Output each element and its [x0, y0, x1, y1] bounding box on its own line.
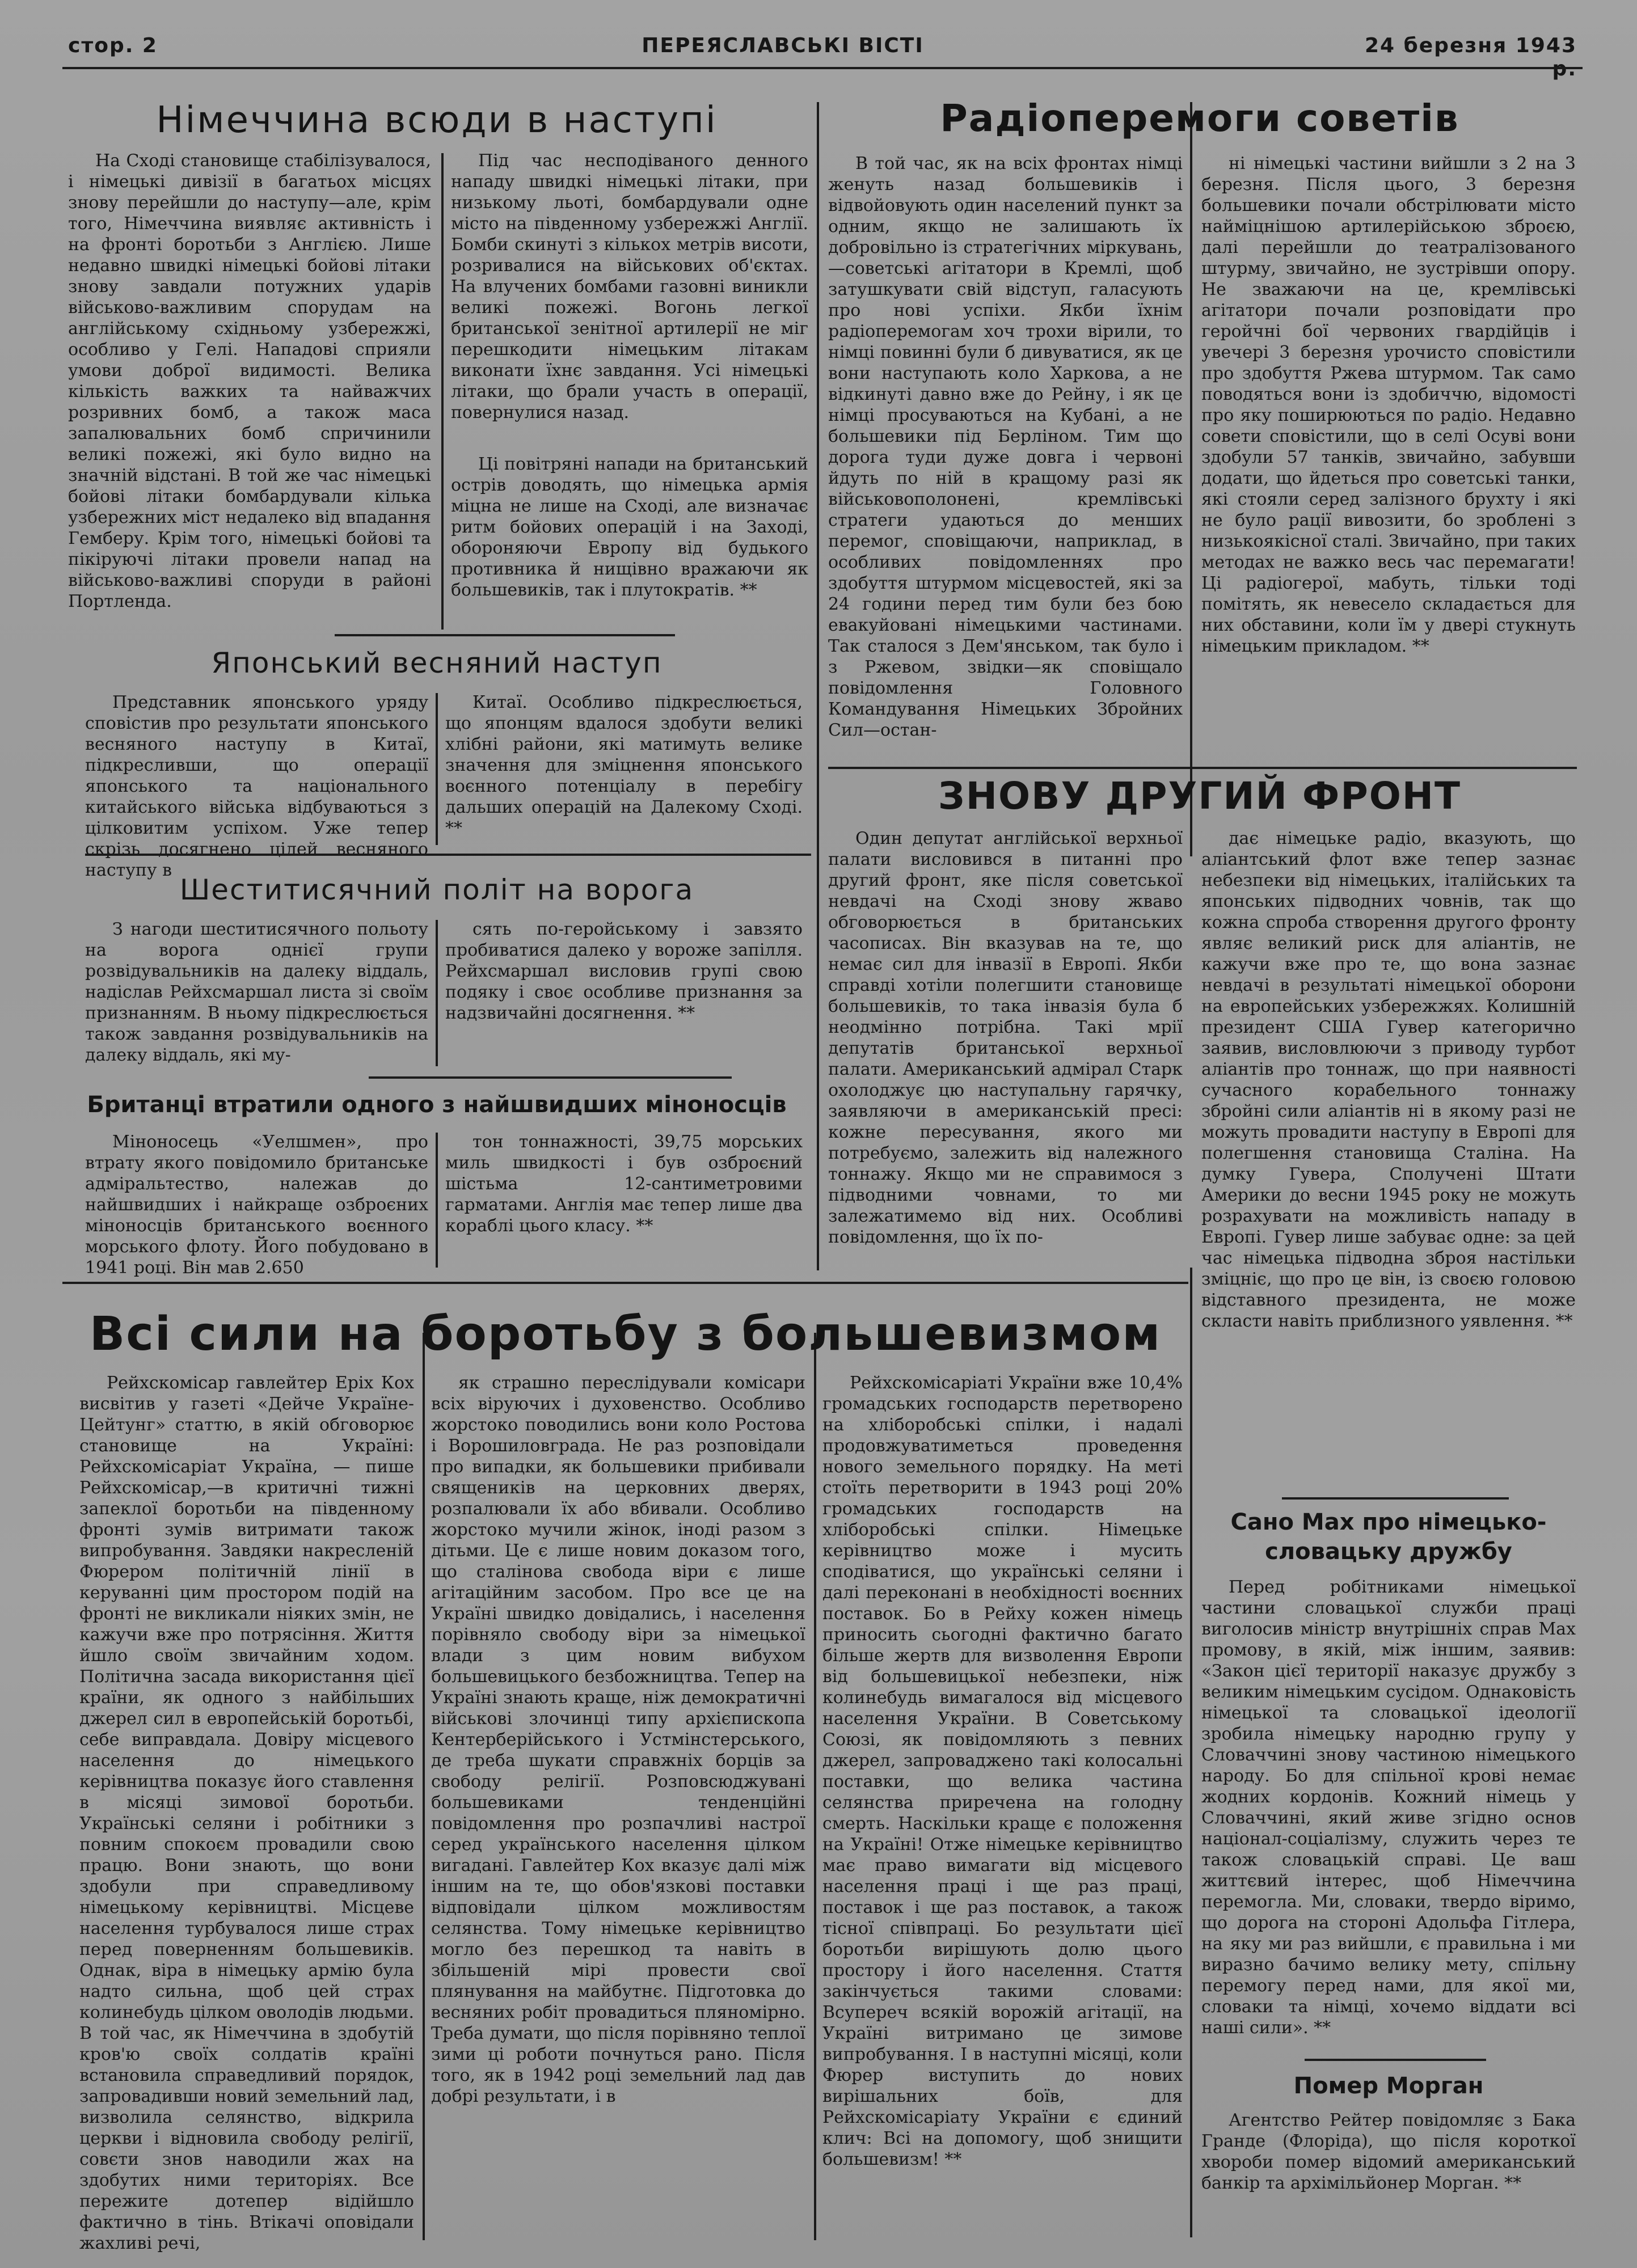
column-rule [814, 1333, 816, 2240]
article-column [822, 1372, 1183, 2240]
article-column [85, 919, 428, 1066]
column-rule [436, 1133, 438, 1268]
article-column [1201, 2110, 1576, 2240]
article-paragraph: Ці повітряні напади на британський острів доводять, що німецька армія міцна не лише на Сході, але визначає ритм бойових операцій і на Заході, обороняючи Европу від будького противника й нищівно вражаючи як большевиків, так і плутократів. ** [451, 454, 808, 600]
article-title: Радіоперемоги советів [940, 96, 1459, 140]
article-title: Всі сили на боротьбу з большевизмом [89, 1307, 1162, 1361]
divider [85, 854, 811, 856]
article-column [1201, 153, 1576, 751]
article-paragraph: На Сході становище стабілізувалося, і німецькі дивізії в багатьох місцях знову перейшли до наступу—але, крім того, Німеччина виявляє активність і на фронті боротьби з Англією. Лише недавно швидкі німецькі бойові літаки знову завдали потужних ударів військово-важливим спорудам на англійському східньому узбережжі, особливо у Гелі. Нападові сприяли умови доброї видимості. Велика кількість важких та найважчих розривних бомб, а також маса запалювальних бомб спричинили великі пожежі, які було видно на значній відстані. В той же час німецькі бойові літаки бомбардували кілька узбережних міст недалеко від впадання Гемберу. Крім того, німецькі бойові та пікіруючі літаки провели напад на військово-важливі споруди в районі Портленда. [68, 151, 431, 611]
article-title: Німеччина всюди в наступі [156, 99, 718, 141]
article-paragraph: В той час, як на всіх фронтах німці женуть назад большевиків і відвойовують один населений пункт за одним, якщо не залишають їх добровільно із стратегічних міркувань,—советські агітатори в Кремлі, щоб затушкувати свій відступ, галасують про нові успіхи. Якби їхнім радіоперемогам хоч трохи вірили, то німці повинні були б дивуватися, як це вони наступають коло Харкова, а не відкинуті давно вже до Рейну, і як це німці просуваються на Кубані, а не большевики під Берліном. Тим що дорога туди дуже довга і червоні йдуть по ній в кращому разі як військовополонені, кремлівські стратеги удаються до менших перемог, сповіщаючи, наприклад, в особливих повідомленнях про здобуття штурмом місцевостей, які за 24 години перед тим були без бою евакуйовані німецькими частинами. Так сталося з Дем'янськом, так було і з Ржевом, звідки—як сповіщало повідомлення Головного Командування Німецьких Збройних Сил—остан- [828, 154, 1183, 740]
article-column [445, 692, 803, 845]
article-column [85, 1131, 428, 1278]
page-number: стор. 2 [68, 34, 158, 57]
article-column [1201, 828, 1576, 1497]
column-rule [1190, 1268, 1192, 2237]
article-paragraph: Рейхскомісаріаті України вже 10,4% громадських господарств перетворено на хліборобські спілки, і надалі продовжуватиметься проведення нового земельного порядку. На меті стоїть перетворити в 1943 році 20% громадських господарств на хліборобські спілки. Німецьке керівництво може і мусить сподіватися, що українські селяни і далі переконані в необхідності воєнних поставок. Бо в Рейху кожен німець приносить сьогодні фактично багато більше жертв для визволення Европи від большевицької небезпеки, ніж колинебудь вимагалося від місцевого населення України. В Советському Союзі, як повідомляють з певних джерел, запроваджено такі колосальні поставки, що велика частина селянства приречена на голодну смерть. Наскільки краще є положення на Україні! Отже німецьке керівництво має право вимагати від місцевого населення праці і ще раз праці, поставок і ще раз поставок, а також тісної співпраці. Бо результати цієї боротьби вирішують долю цього простору і його населення. Стаття закінчується такими словами: Всупереч всякій ворожій агітації, на Україні витримано це зимове випробування. І в наступні місяці, коли Фюрер виступить до нових вирішальних боїв, для Рейхскомісаріату України є єдиний клич: Всі на допомогу, щоб знищити большевизм! ** [822, 1373, 1183, 2169]
article-paragraph: Китаї. Особливо підкреслюється, що японцям вдалося здобути великі хлібні райони, які матимуть велике значення для зміцнення японського воєнного потенціалу в перебігу дальших операцій на Далекому Сході. ** [445, 692, 803, 838]
article-title: ЗНОВУ ДРУГИЙ ФРОНТ [938, 774, 1462, 818]
article-paragraph: Агентство Рейтер повідомляє з Бака Гранде (Флоріда), що після короткої хвороби помер відомий американський банкір та архімільйонер Морган. ** [1201, 2110, 1576, 2193]
column-rule [423, 1333, 425, 2240]
article-title: Помер Морган [1293, 2073, 1484, 2099]
issue-date: 24 березня 1943 р. [1364, 34, 1577, 81]
column-rule [441, 153, 444, 630]
article-title: Британці втратили одного з найшвидших міноносців [87, 1092, 787, 1118]
column-rule [1190, 102, 1192, 856]
article-column [79, 1372, 414, 2253]
article-paragraph: ні німецькі частини вийшли з 2 на 3 березня. Після цього, 3 березня большевики почали обстрілювати місто найміцнішою артилерійською зброєю, далі перейшли до театралізованого штурму, звичайно, не зустрівши опору. Не зважаючи на це, кремлівські агітатори почали розповідати про геройчні бої червоних гвардійців і увечері 3 березня урочисто сповістили про здобуття Ржева штурмом. Так само поводяться вони із здобиччю, відомості про яку поширюються по радіо. Недавно совети сповістили, що в селі Осуві вони здобули 57 танків, звичайно, забувши додати, що йдеться про советські танки, які стояли серед залізного брухту і які не було рації вивозити, бо зроблені з низькоякісної сталі. Звичайно, при таких методах не важко весь час перемагати! Ці радіогерої, мабуть, тільки тоді помітять, як невесело складається для них обставини, коли їм у двері стукнуть німецьким прикладом. ** [1201, 154, 1576, 656]
article-column [68, 150, 431, 627]
newspaper-title: ПЕРЕЯСЛАВСЬКІ ВІСТІ [642, 34, 924, 57]
divider [1282, 1497, 1509, 1500]
article-column [431, 1372, 805, 2240]
article-column [451, 150, 808, 451]
article-column [1201, 1577, 1576, 2047]
article-paragraph: Рейхскомісар гавлейтер Еріх Кох висвітив у газеті «Дейче Україне-Цейтунг» статтю, в якій обговорює становище на Україні: Рейхскомісаріат Україна, — пише Рейхскомісар,—в критичні тижні запеклої боротьби на південному фронті зумів витримати також випробування. Завдяки накресленій Фюрером політичній лінії в керуванні цим простором подій на фронті не викликали ніяких змін, не кажучи вже про потрясіння. Життя йшло своїм звичайним ходом. Політична засада використання цієї країни, як одного з найбільших джерел сил в европейській боротьбі, себе виправдала. Довіру місцевого населення до німецького керівництва показує його ставлення в місяці зимової боротьби. Українські селяни і робітники з повним спокоєм провадили свою працю. Вони знають, що вони здобули при справедливому німецькому керівництві. Місцеве населення турбувалося лише страх перед поверненням большевиків. Однак, віра в німецьку армію була надто сильна, щоб цей страх колинебудь цілком оволодів людьми. В той час, як Німеччина в здобутій кров'ю своїх солдатів країні встановила справедливий порядок, запровадивши новий земельний лад, визволила селянство, відкрила церкви і відновила свободу релігії, совєти знов наводили жах на здобутих ними територіях. Все пережите дотепер відійшло фактично в тінь. Втікачі оповідали жахливі речі, [79, 1373, 414, 2253]
masthead-rule [62, 67, 1583, 69]
article-column [85, 692, 428, 880]
article-column [445, 1131, 803, 1268]
article-paragraph: Міноносець «Уелшмен», про втрату якого повідомило британське адміральтество, належав до найшвидших і найкраще озброєних міноносців британського воєнного морського флоту. Його побудовано в 1941 році. Він мав 2.650 [85, 1132, 428, 1278]
article-paragraph: як страшно переслідували комісари всіх віруючих і духовенство. Особливо жорстоко поводились вони коло Ростова і Ворошиловграда. Не раз розповідали про випадки, як большевики прибивали священиків на церковних дверях, розпалювали їх або вбивали. Особливо жорстоко мучили жінок, іноді разом з дітьми. Це є лише новим доказом того, що сталінова свобода віри є лише агітаційним засобом. Про все це на Україні швидко довідались, і населення порівняло свободу віри за німецької влади з цим новим вибухом большевицького безбожництва. Тепер на Україні знають краще, ніж демократичні військові злочинці типу архієпископа Кентерберійського і Устмінстерського, де треба шукати справжніх борців за свободу релігії. Розповсюджувані большевиками тенденційні повідомлення про розпачливі настрої серед українського населення цілком вигадані. Гавлейтер Кох вказує далі між іншим на те, що обов'язкові поставки відповідали цілком можливостям селянства. Тому німецьке керівництво могло без перешкод та навіть в збільшеній мірі провести свої плянування на майбутнє. Підготовка до весняних робіт провадиться пляномірно. Треба думати, що після порівняно теплої зими ці роботи почнуться рано. Після того, як в 1942 році земельний лад дав добрі результати, і в [431, 1373, 805, 2106]
article-paragraph: З нагоди шеститисячного польоту на ворога однієї групи розвідувальників на далеку віддаль, надіслав Рейхсмаршал листа зі своїм признанням. В ньому підкреслюється також завдання розвідувальників на далеку віддаль, які му- [85, 919, 428, 1065]
article-column [451, 454, 808, 630]
article-title: Шеститисячний політ на ворога [179, 873, 694, 906]
article-paragraph: Один депутат англійської верхньої палати висловився в питанні про другий фронт, яке після советської невдачі на Сході знову жваво обговорюється в британських часописах. Він вказував на те, що немає сил для інвазії в Европі. Якби справді хотіли полегшити становище большевиків, то така інвазія була б неодмінно потрібна. Такі мрії депутатів британської верхньої палати. Американський адмірал Старк охолоджує цю наступальну гарячку, заявляючи в американській пресі: кожне пересування, якого ми потребуємо, залежить від належного тоннажу. Якщо ми не справимося з підводними човнами, то ми залежатимемо від них. Особливі повідомлення, що їх по- [828, 829, 1183, 1247]
article-paragraph: тон тоннажності, 39,75 морських миль швидкості і був озброєний шістьма 12-сантиметровими гарматами. Англія має тепер лише два кораблі цього класу. ** [445, 1132, 803, 1236]
article-column [828, 153, 1183, 856]
article-paragraph: Перед робітниками німецької частини словацької служби праці виголосив міністр внутрішніх справ Мах промову, в якій, між іншим, заявив: «Закон цієї території наказує дружбу з великим німецьким сусідом. Однаковість німецької та словацької ідеології зробила німецьку народню групу у Словаччині знову частиною німецького народу. Бо для спільної крові немає жодних кордонів. Кожний німець у Словаччині, який живе згідно основ націонал-соціалізму, служить через те також словацькій справі. Це ваш життєвий інтерес, щоб Німеччина перемогла. Ми, словаки, твердо віримо, що дорога на стороні Адольфа Гітлера, на яку ми раз вийшли, є правильна і ми виразно бачимо велику мету, спільну перемогу перед нами, для якої ми, словаки та німці, хочемо віддати всі наші сили». ** [1201, 1577, 1576, 2038]
article-title: Японський весняний наступ [211, 647, 663, 679]
article-paragraph: Під час несподіваного денного нападу швидкі німецькі літаки, при низькому льоті, бомбардували одне місто на південному узбережжі Англії. Бомби скинуті з кількох метрів висоти, розривалися на військових об'єктах. На влучених бомбами газовні виникли великі пожежі. Вогонь легкої британської зенітної артилерії не міг перешкодити німецьким літакам виконати їхнє завдання. Усі німецькі літаки, що брали участь в операції, повернулися назад. [451, 151, 808, 423]
divider [369, 1076, 732, 1079]
article-column [828, 828, 1183, 1270]
divider [1305, 2059, 1486, 2061]
divider [828, 767, 1577, 769]
column-rule [436, 920, 438, 1066]
article-title: Сано Мах про німецько-словацьку дружбу [1230, 1509, 1547, 1565]
article-paragraph: дає німецьке радіо, вказують, що аліантський флот вже тепер зазнає небезпеки від німецьких, італійських та японських підводних човнів, так що кожна спроба створення другого фронту являє великий риск для аліантів, не кажучи вже про те, що вона зазнає невдачі в результаті німецької оборони на европейських узбережжях. Колишній президент США Гувер категорично заявив, висловлюючи з приводу турбот аліантів про тоннаж, що при наявності сучасного корабельного тоннажу збройні сили аліантів ні в якому разі не можуть провадити наступу в Европі для полегшення становища Сталіна. На думку Гувера, Сполучені Штати Америки до весни 1945 року не можуть розрахувати на можливість нападу в Европі. Гувер лише забуває одне: за цей час німецька підводна зброя настільки зміцніє, що про це він, із своєю головою відставного президента, не може скласти навіть приблизного уявлення. ** [1201, 829, 1576, 1331]
column-rule [817, 102, 819, 1270]
article-column [445, 919, 803, 1066]
article-paragraph: сять по-геройському і завзято пробиватися далеко у вороже запілля. Рейхсмаршал висловив групі свою подяку і своє особливе признання за надзвичайні досягнення. ** [445, 919, 803, 1023]
article-paragraph: Представник японського уряду сповістив про результати японського весняного наступу в Китаї, підкресливши, що операції японського та національного китайського війська відбуваються з цілковитим успіхом. Уже тепер скрізь досягнено цілей весняного наступу в [85, 692, 428, 880]
divider [335, 634, 675, 636]
section-rule [62, 1282, 1188, 1284]
column-rule [436, 693, 438, 845]
